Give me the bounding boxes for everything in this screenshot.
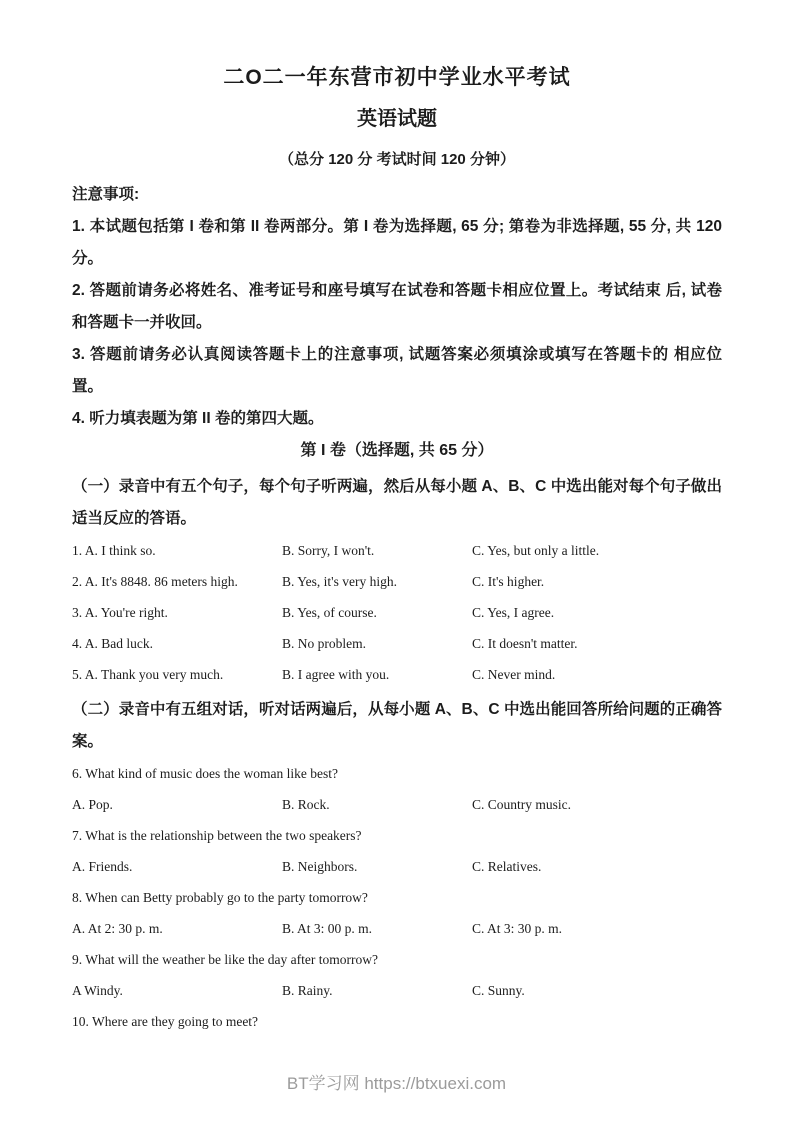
options-row <box>72 975 722 1006</box>
question-text: 6. What kind of music does the woman like best? <box>72 766 338 781</box>
option-a: A. At 2: 30 p. m. <box>72 921 163 936</box>
section1-intro: （一）录音中有五个句子，每个句子听两遍，然后从每小题 A、B、C 中选出能对每个句子做出适当反应的答语。 <box>72 478 722 527</box>
note-item-3: 3. 答题前请务必认真阅读答题卡上的注意事项, 试题答案必须填涂或填写在答题卡的 相应位置。 <box>72 346 722 395</box>
question-block-7 <box>72 820 722 882</box>
option-a: 2. A. It's 8848. 86 meters high. <box>72 574 238 589</box>
part1-heading: 第 I 卷（选择题, 共 65 分） <box>300 442 494 459</box>
option-b: B. Sorry, I won't. <box>282 543 375 558</box>
options-row <box>72 913 722 944</box>
option-b: B. I agree with you. <box>282 667 390 682</box>
option-c: C. Relatives. <box>472 859 542 874</box>
response-row-4 <box>72 628 722 659</box>
option-c: C. Sunny. <box>472 983 525 998</box>
option-b: B. Yes, of course. <box>282 605 377 620</box>
option-a: A. Pop. <box>72 797 113 812</box>
question-text: 9. What will the weather be like the day after tomorrow? <box>72 952 379 967</box>
response-row-3 <box>72 597 722 628</box>
option-b: B. No problem. <box>282 636 366 651</box>
page-subtitle: 英语试题 <box>357 108 437 130</box>
page-title: 二O二一年东营市初中学业水平考试 <box>223 66 571 89</box>
option-b: B. Rainy. <box>282 983 333 998</box>
response-row-5 <box>72 659 722 690</box>
option-a: A Windy. <box>72 983 123 998</box>
note-item-4: 4. 听力填表题为第 II 卷的第四大题。 <box>72 410 324 427</box>
question-block-6 <box>72 758 722 820</box>
option-a: 4. A. Bad luck. <box>72 636 153 651</box>
notes-heading: 注意事项: <box>72 186 140 203</box>
question-block-8 <box>72 882 722 944</box>
option-a: 5. A. Thank you very much. <box>72 667 224 682</box>
options-row <box>72 789 722 820</box>
question-text: 8. When can Betty probably go to the party tomorrow? <box>72 890 368 905</box>
option-b: B. Rock. <box>282 797 330 812</box>
option-a: A. Friends. <box>72 859 133 874</box>
question-text: 7. What is the relationship between the two speakers? <box>72 828 362 843</box>
response-row-2 <box>72 566 722 597</box>
question-block-9 <box>72 944 722 1006</box>
exam-meta: （总分 120 分 考试时间 120 分钟） <box>279 151 515 168</box>
note-item-2: 2. 答题前请务必将姓名、准考证号和座号填写在试卷和答题卡相应位置上。考试结束 后, 试卷和答题卡一并收回。 <box>72 282 722 331</box>
option-a: 1. A. I think so. <box>72 543 156 558</box>
options-row <box>72 851 722 882</box>
option-c: C. It's higher. <box>472 574 545 589</box>
response-row-1 <box>72 535 722 566</box>
question-text: 10. Where are they going to meet? <box>72 1014 259 1029</box>
note-item-1: 1. 本试题包括第 I 卷和第 II 卷两部分。第 I 卷为选择题, 65 分; 第卷为非选择题, 55 分, 共 120 分。 <box>72 218 722 267</box>
option-c: C. At 3: 30 p. m. <box>472 921 563 936</box>
option-a: 3. A. You're right. <box>72 605 168 620</box>
option-b: B. At 3: 00 p. m. <box>282 921 373 936</box>
section2-intro: （二）录音中有五组对话，听对话两遍后，从每小题 A、B、C 中选出能回答所给问题的正确答案。 <box>72 701 722 750</box>
question-block-10 <box>72 1006 722 1037</box>
footer-watermark: BT学习网 https://btxuexi.com <box>286 1074 507 1093</box>
option-c: C. Country music. <box>472 797 572 812</box>
option-c: C. It doesn't matter. <box>472 636 578 651</box>
option-b: B. Neighbors. <box>282 859 358 874</box>
option-c: C. Yes, but only a little. <box>472 543 600 558</box>
option-c: C. Never mind. <box>472 667 556 682</box>
option-b: B. Yes, it's very high. <box>282 574 397 589</box>
option-c: C. Yes, I agree. <box>472 605 555 620</box>
